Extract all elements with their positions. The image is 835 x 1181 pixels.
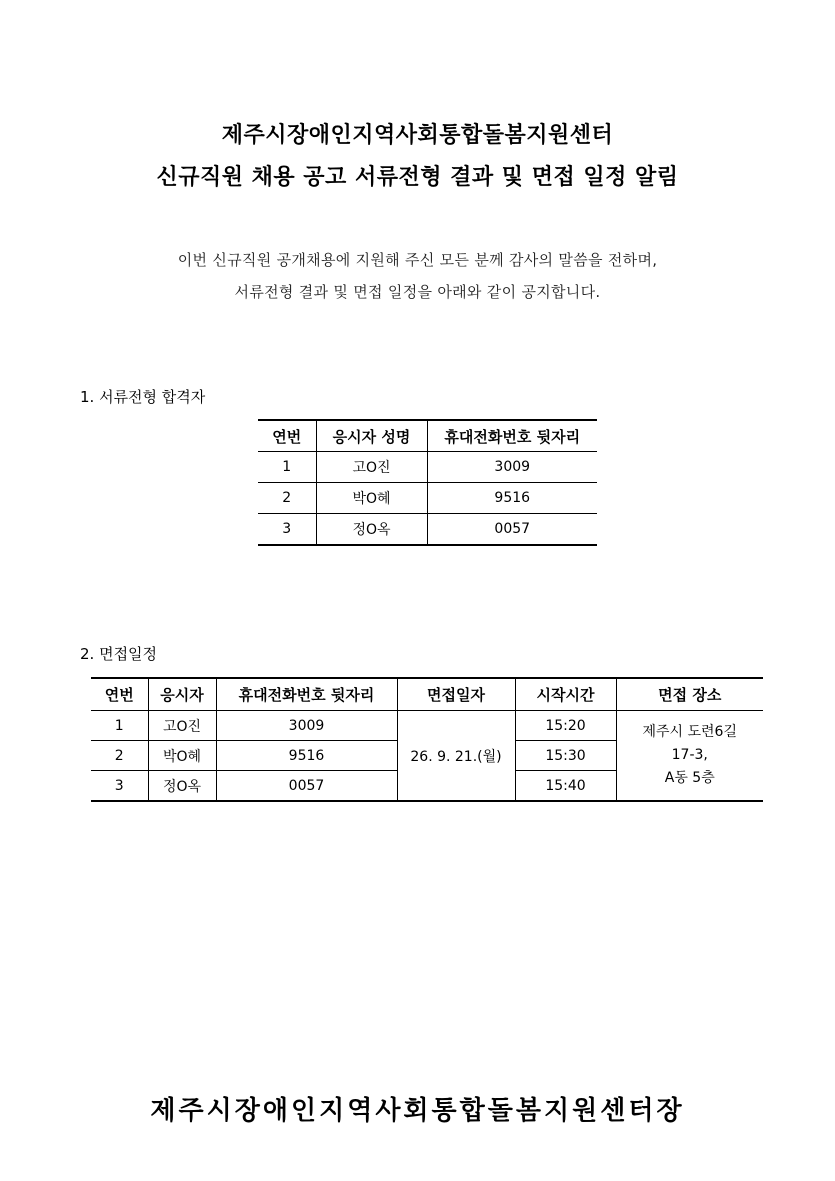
header-number: 연번 xyxy=(91,678,148,711)
row-phone-last-digits: 3009 xyxy=(216,711,397,741)
header-applicant-name: 응시자 성명 xyxy=(316,420,427,452)
table-row xyxy=(258,452,597,483)
intro-line1: 이번 신규직원 공개채용에 지원해 주신 모든 분께 감사의 말씀을 전하며, xyxy=(177,251,658,269)
header-start-time: 시작시간 xyxy=(515,678,616,711)
header-phone-last-digits: 휴대전화번호 뒷자리 xyxy=(216,678,397,711)
header-interview-date: 면접일자 xyxy=(397,678,515,711)
interview-location xyxy=(616,711,763,802)
row-phone-last-digits: 0057 xyxy=(427,514,597,546)
row-number: 1 xyxy=(258,452,316,483)
row-start-time: 15:30 xyxy=(515,741,616,771)
section1-heading: 1. 서류전형 합격자 xyxy=(80,388,206,406)
document-pass-table xyxy=(258,419,597,546)
row-number: 3 xyxy=(91,771,148,802)
row-phone-last-digits: 9516 xyxy=(216,741,397,771)
header-interview-location: 면접 장소 xyxy=(616,678,763,711)
interview-schedule-table xyxy=(91,677,763,802)
row-number: 3 xyxy=(258,514,316,546)
location-line3: A동 5층 xyxy=(664,770,715,786)
table-row xyxy=(258,483,597,514)
header-phone-last-digits: 휴대전화번호 뒷자리 xyxy=(427,420,597,452)
issuer-signature: 제주시장애인지역사회통합돌봄지원센터장 xyxy=(150,1096,685,1126)
row-applicant-name: 고O진 xyxy=(316,452,427,483)
table-row xyxy=(258,514,597,546)
row-phone-last-digits: 3009 xyxy=(427,452,597,483)
section2-heading: 2. 면접일정 xyxy=(80,645,158,663)
table-row xyxy=(91,711,763,741)
row-applicant: 고O진 xyxy=(148,711,216,741)
row-start-time: 15:40 xyxy=(515,771,616,802)
document-title-line2: 신규직원 채용 공고 서류전형 결과 및 면접 일정 알림 xyxy=(156,165,679,190)
document-title-line1: 제주시장애인지역사회통합돌봄지원센터 xyxy=(221,123,614,148)
location-line2: 17-3, xyxy=(671,747,708,763)
row-number: 2 xyxy=(258,483,316,514)
row-applicant: 정O옥 xyxy=(148,771,216,802)
header-number: 연번 xyxy=(258,420,316,452)
row-applicant: 박O혜 xyxy=(148,741,216,771)
location-line1: 제주시 도련6길 xyxy=(642,724,737,740)
row-start-time: 15:20 xyxy=(515,711,616,741)
row-phone-last-digits: 0057 xyxy=(216,771,397,802)
row-applicant-name: 박O혜 xyxy=(316,483,427,514)
intro-line2: 서류전형 결과 및 면접 일정을 아래와 같이 공지합니다. xyxy=(234,283,601,301)
table-header-row xyxy=(91,678,763,711)
row-number: 1 xyxy=(91,711,148,741)
interview-date: 26. 9. 21.(월) xyxy=(397,711,515,802)
header-applicant: 응시자 xyxy=(148,678,216,711)
row-number: 2 xyxy=(91,741,148,771)
row-applicant-name: 정O옥 xyxy=(316,514,427,546)
row-phone-last-digits: 9516 xyxy=(427,483,597,514)
table-header-row xyxy=(258,420,597,452)
